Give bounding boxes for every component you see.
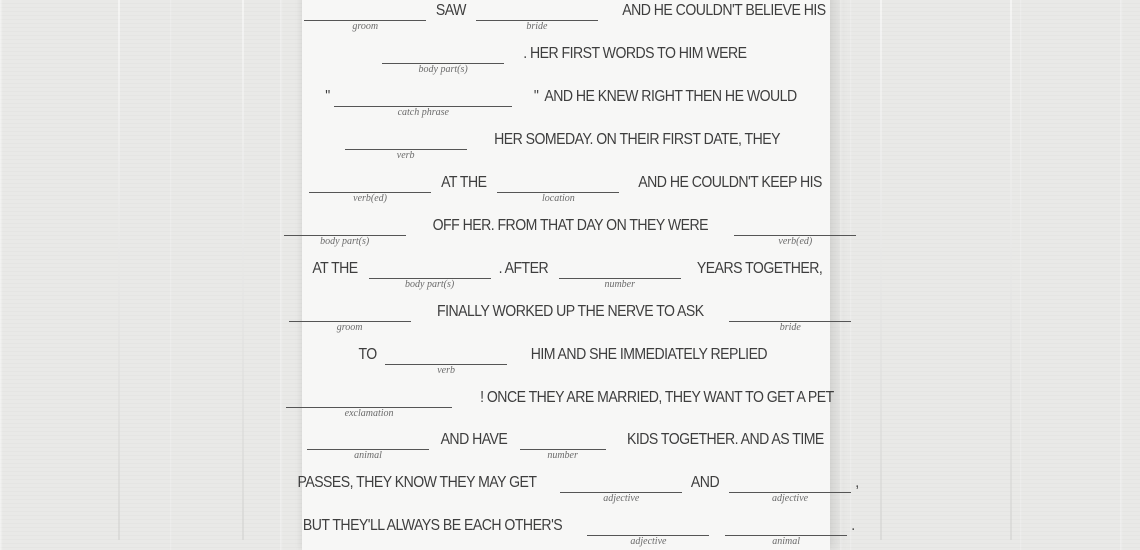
fill-in-blank[interactable] [286,388,452,419]
story-line [0,216,1140,250]
story-line [0,173,1140,207]
story-line [0,430,1140,464]
fill-in-blank[interactable] [476,1,598,32]
fill-in-blank[interactable] [587,516,709,547]
fill-in-blank[interactable] [385,345,507,376]
fill-in-blank[interactable] [369,259,491,290]
story-text: FINALLY WORKED UP THE NERVE TO ASK [433,303,707,320]
fill-in-blank[interactable] [345,130,467,161]
fill-in-blank[interactable] [725,516,847,547]
blank-hint: animal [354,450,382,461]
story-text: AT THE [312,260,362,277]
blank-hint: location [542,193,575,204]
story-text: HER SOMEDAY. ON THEIR FIRST DATE, THEY [490,131,780,148]
story-text [714,516,721,536]
story-text: OFF HER. FROM THAT DAY ON THEY WERE [428,217,712,234]
story-line [0,345,1140,379]
blank-hint: groom [336,322,363,333]
blank-hint: verb(ed) [778,236,813,247]
story-text: BUT THEY'LL ALWAYS BE EACH OTHER'S [302,517,566,534]
blank-hint: catch phrase [397,107,449,118]
story-text: YEARS TOGETHER, [693,260,822,277]
fill-in-blank[interactable] [560,473,682,504]
story-line [0,388,1140,422]
blank-hint: adjective [771,493,809,504]
story-text: AND [688,474,723,491]
fill-in-blank[interactable] [284,216,406,247]
blank-hint: verb(ed) [353,193,387,204]
fill-in-blank[interactable] [734,216,856,247]
blank-hint: body part(s) [405,279,455,290]
story-text: AT THE [438,174,490,191]
story-line [0,44,1140,78]
fill-in-blank[interactable] [309,173,431,204]
story-line [0,516,1140,550]
story-line [0,130,1140,164]
blank-hint: number [604,279,636,290]
blank-hint: adjective [603,493,640,504]
story-text: . [851,517,855,534]
story-text: AND HE COULDN'T KEEP HIS [636,174,823,191]
story-text: , [855,474,859,491]
blank-hint: bride [526,21,548,32]
fill-in-blank[interactable] [520,430,606,461]
blank-hint: exclamation [344,408,394,419]
fill-in-blank[interactable] [729,302,851,333]
story-text: " [325,88,330,105]
story-line [0,87,1140,121]
blank-hint: body part(s) [418,64,468,75]
fill-in-blank[interactable] [382,44,504,75]
fill-in-blank[interactable] [559,259,681,290]
blank-hint: animal [772,536,800,547]
story-text: PASSES, THEY KNOW THEY MAY GET [297,474,540,491]
story-text: " AND HE KNEW RIGHT THEN HE WOULD [534,88,797,105]
fill-in-blank[interactable] [304,1,426,32]
blank-hint: verb [437,365,455,376]
story-text: SAW [432,2,470,19]
fill-in-blank[interactable] [729,473,851,504]
story-text: ! ONCE THEY ARE MARRIED, THEY WANT TO GET A PET [480,389,834,406]
blank-hint: bride [779,322,801,333]
fill-in-blank[interactable] [307,430,429,461]
blank-hint: body part(s) [320,236,370,247]
story-line [0,259,1140,293]
fill-in-blank[interactable] [289,302,411,333]
fill-in-blank[interactable] [334,87,512,118]
blank-hint: adjective [630,536,667,547]
story-text: AND HE COULDN'T BELIEVE HIS [616,2,826,19]
story-text: . AFTER [498,260,552,277]
blank-hint: number [547,450,578,461]
story-text: KIDS TOGETHER. AND AS TIME [623,431,824,448]
story-text: TO [357,346,380,363]
story-line [0,1,1140,35]
story-line [0,302,1140,336]
story-text: . HER FIRST WORDS TO HIM WERE [523,45,747,62]
story-text: HIM AND SHE IMMEDIATELY REPLIED [527,346,768,363]
blank-hint: verb [396,150,415,161]
story-line [0,473,1140,507]
fill-in-blank[interactable] [497,173,619,204]
story-text: AND HAVE [437,431,511,448]
blank-hint: groom [352,21,379,32]
